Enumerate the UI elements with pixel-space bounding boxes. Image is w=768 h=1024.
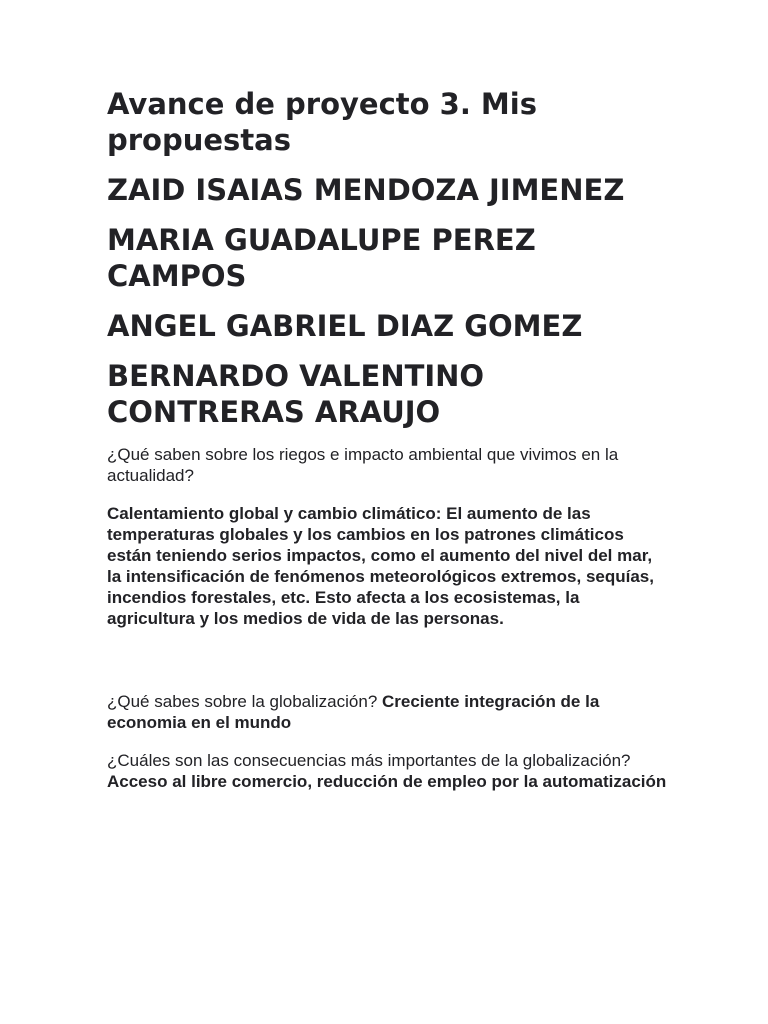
author-name: BERNARDO VALENTINO CONTRERAS ARAUJO [107, 359, 485, 429]
author-name: ZAID ISAIAS MENDOZA JIMENEZ [107, 173, 625, 207]
author-name: ANGEL GABRIEL DIAZ GOMEZ [107, 309, 583, 343]
answer-3: Acceso al libre comercio, reducción de empleo por la automatización [107, 772, 667, 791]
author-name: MARIA GUADALUPE PEREZ CAMPOS [107, 223, 536, 293]
question-1: ¿Qué saben sobre los riegos e impacto ambiental que vivimos en la actualidad? [107, 445, 619, 485]
spacer [107, 629, 667, 691]
document-page [107, 86, 667, 792]
document-title: Avance de proyecto 3. Mis propuestas [107, 87, 537, 157]
answer-1: Calentamiento global y cambio climático: El aumento de las temperaturas globales y los cambios en los patrones climáticos están teniendo serios impactos, como el aumento del nivel del mar, la intensificación de fenómenos meteorológicos extremos, sequías, incendios forestales, etc. Esto afecta a los ecosistemas, la agricultura y los medios de vida de las personas. [107, 504, 654, 628]
question-2: ¿Qué sabes sobre la globalización? [107, 692, 382, 711]
question-3-paragraph [107, 750, 667, 792]
question-3: ¿Cuáles son las consecuencias más importantes de la globalización? [107, 751, 631, 770]
question-2-paragraph [107, 691, 667, 733]
answer-2: Creciente integración de la economia en el mundo [107, 692, 600, 732]
